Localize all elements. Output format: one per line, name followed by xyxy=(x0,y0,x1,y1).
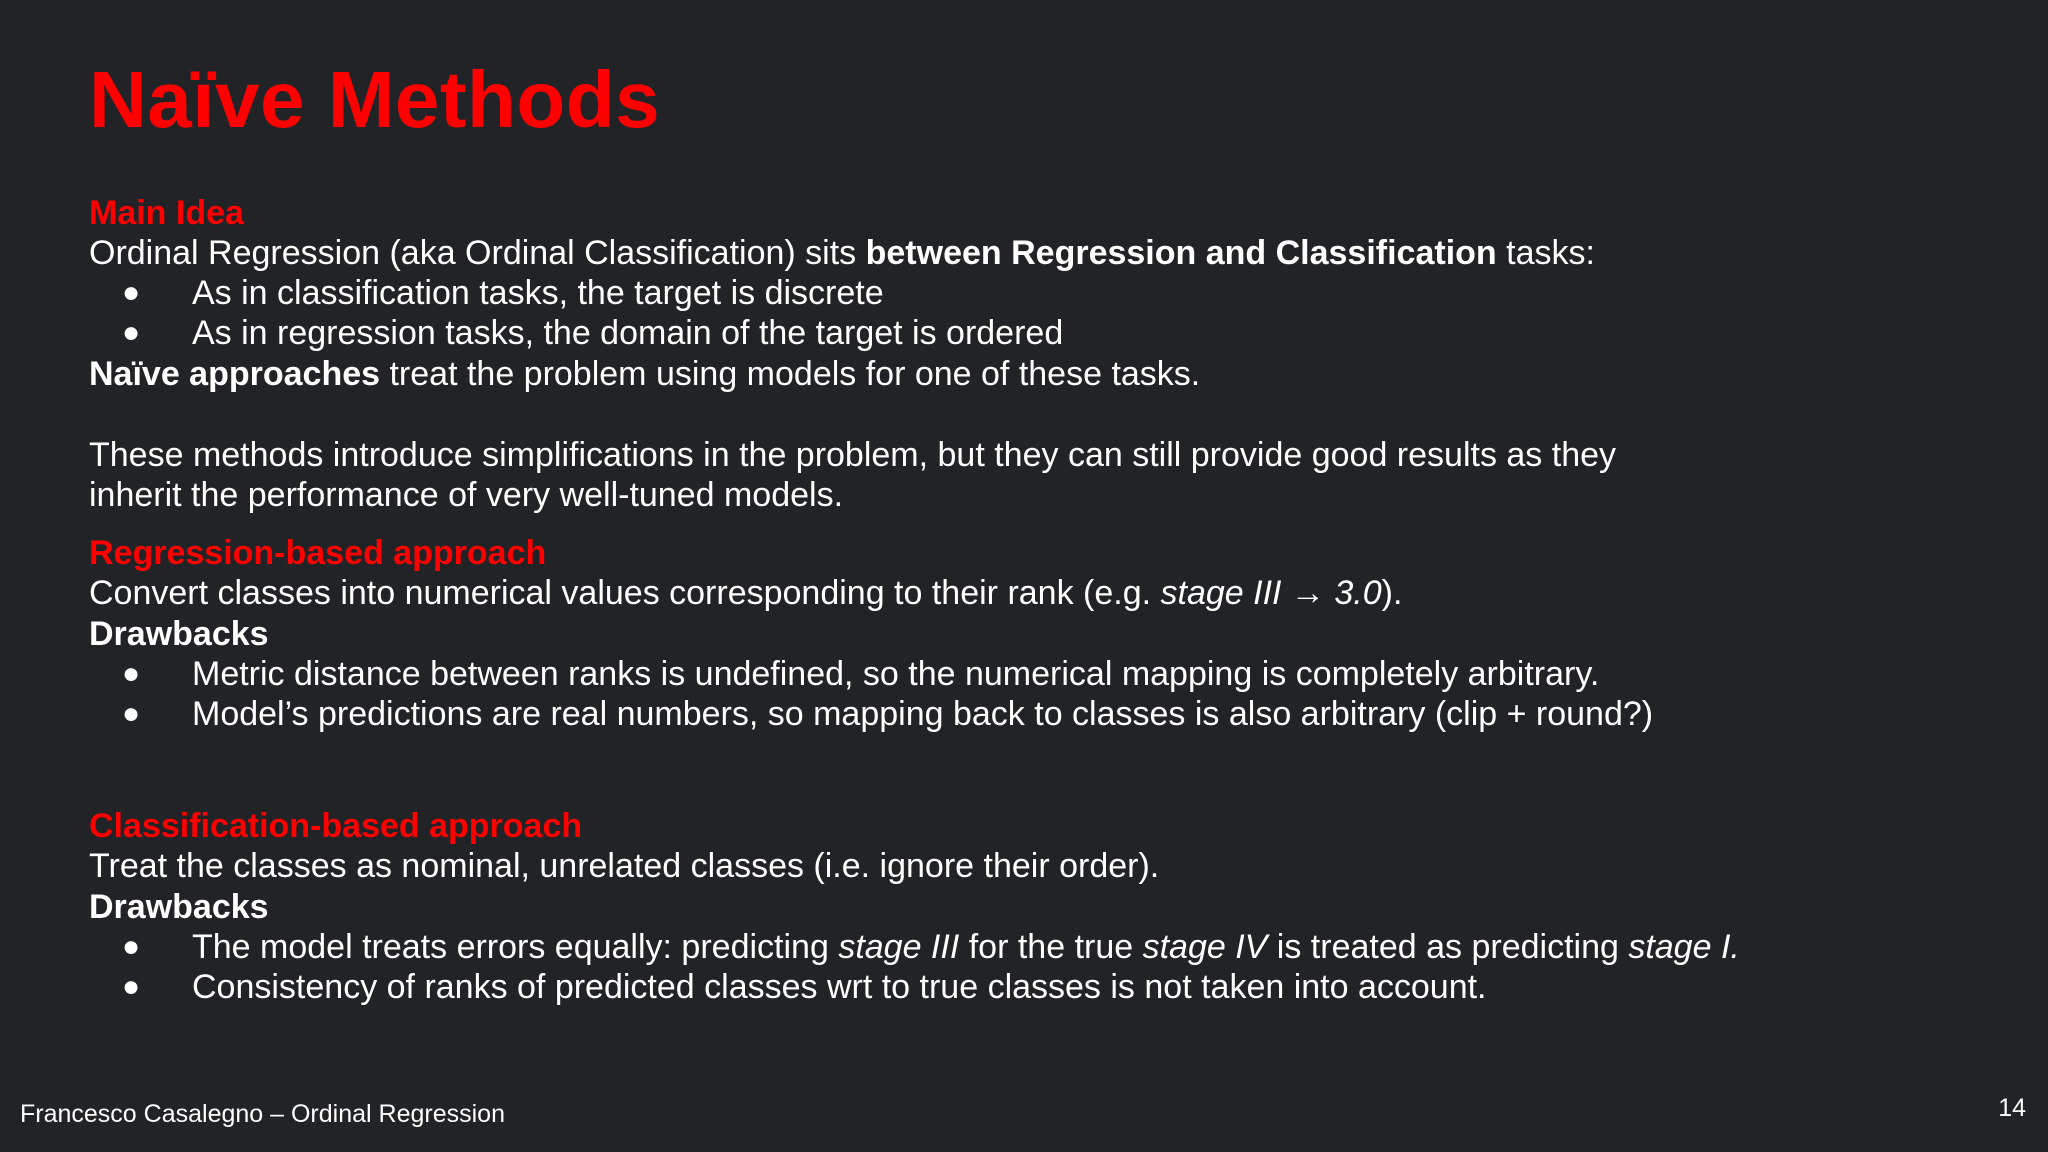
text-part: for the true xyxy=(959,928,1143,966)
regression-example: stage III → 3.0 xyxy=(1160,574,1382,612)
bullet-text: As in regression tasks, the domain of the target is ordered xyxy=(192,314,1064,352)
page-number: 14 xyxy=(1998,1094,2026,1122)
bullet-text: Metric distance between ranks is undefined, so the numerical mapping is completely arbitrary. xyxy=(192,655,1600,693)
main-idea-intro xyxy=(89,233,1595,273)
bullet-text: As in classification tasks, the target is discrete xyxy=(192,274,884,312)
naive-approaches-line xyxy=(89,354,1200,394)
paragraph-line: These methods introduce simplifications in the problem, but they can still provide good results as they xyxy=(89,436,1617,474)
italic-text: stage I. xyxy=(1628,928,1740,966)
bullet-icon: ● xyxy=(122,697,141,730)
regression-drawbacks-label: Drawbacks xyxy=(89,615,269,653)
bullet-text: Consistency of ranks of predicted classes wrt to true classes is not taken into account. xyxy=(192,968,1487,1006)
naive-text: treat the problem using models for one of these tasks. xyxy=(380,355,1201,393)
regression-desc-end: ). xyxy=(1381,574,1403,612)
text-part: The model treats errors equally: predicting xyxy=(192,928,839,966)
regression-description xyxy=(89,573,1402,613)
text-part: is treated as predicting xyxy=(1267,928,1629,966)
bullet-icon: ● xyxy=(122,316,141,349)
bullet-icon: ● xyxy=(122,930,141,963)
bullet-text xyxy=(192,927,1740,967)
paragraph-line: inherit the performance of very well-tuned models. xyxy=(89,476,844,514)
intro-text: Ordinal Regression (aka Ordinal Classification) sits xyxy=(89,234,866,272)
bullet-icon: ● xyxy=(122,657,141,690)
main-idea-heading: Main Idea xyxy=(89,194,244,232)
naive-bold-text: Naïve approaches xyxy=(89,355,381,393)
bullet-icon: ● xyxy=(122,276,141,309)
intro-text-end: tasks: xyxy=(1496,234,1595,272)
slide-title: Naïve Methods xyxy=(89,55,661,144)
regression-desc-text: Convert classes into numerical values corresponding to their rank (e.g. xyxy=(89,574,1161,612)
bullet-icon: ● xyxy=(122,970,141,1003)
footer-text: Francesco Casalegno – Ordinal Regression xyxy=(20,1100,505,1128)
regression-heading: Regression-based approach xyxy=(89,534,547,572)
classification-description: Treat the classes as nominal, unrelated classes (i.e. ignore their order). xyxy=(89,847,1160,885)
italic-text: stage III xyxy=(838,928,960,966)
intro-bold-text: between Regression and Classification xyxy=(865,234,1497,272)
italic-text: stage IV xyxy=(1142,928,1268,966)
classification-heading: Classification-based approach xyxy=(89,807,583,845)
classification-drawbacks-label: Drawbacks xyxy=(89,888,269,926)
bullet-text: Model’s predictions are real numbers, so mapping back to classes is also arbitrary (clip + round?) xyxy=(192,695,1654,733)
